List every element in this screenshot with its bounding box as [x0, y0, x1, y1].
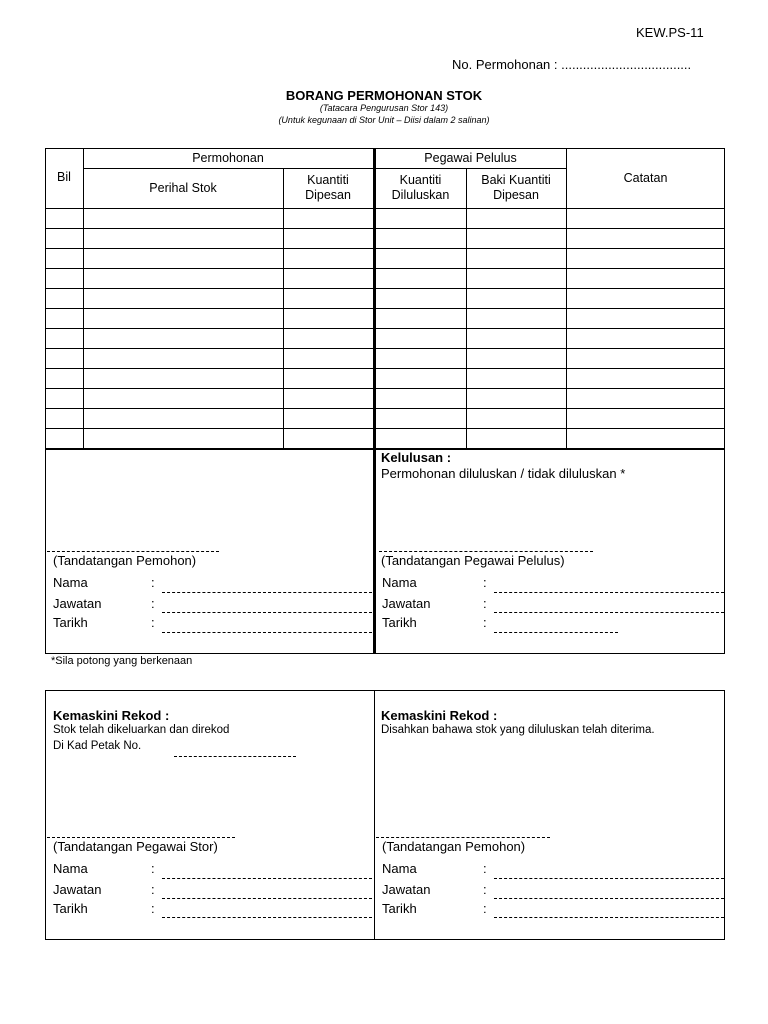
application-number: No. Permohonan : .................................... [452, 57, 692, 72]
divider [373, 148, 376, 654]
field-tarikh: Tarikh [53, 901, 88, 916]
table-row-line [45, 308, 725, 309]
jawatan-input-line[interactable] [494, 898, 724, 899]
header-line: Kuantiti [307, 173, 349, 187]
header-line: Dipesan [493, 188, 539, 202]
record-left-line2: Di Kad Petak No. [53, 740, 142, 752]
record-left-line1: Stok telah dikeluarkan dan direkod [53, 724, 230, 736]
field-colon: : [151, 901, 155, 916]
divider [83, 168, 566, 169]
nama-input-line[interactable] [162, 878, 372, 879]
field-colon: : [483, 882, 487, 897]
field-jawatan: Jawatan [53, 596, 102, 611]
field-colon: : [151, 615, 155, 630]
header-perihal-stok: Perihal Stok [149, 181, 217, 195]
header-kuantiti-diluluskan [375, 173, 466, 203]
header-catatan: Catatan [623, 171, 668, 185]
form-code: KEW.PS-11 [636, 25, 704, 40]
nama-input-line[interactable] [162, 592, 372, 593]
field-colon: : [483, 575, 487, 590]
signature-line [47, 551, 219, 552]
field-colon: : [483, 615, 487, 630]
record-right-heading: Kemaskini Rekod : [381, 708, 498, 723]
header-pegawai-pelulus: Pegawai Pelulus [424, 151, 517, 165]
field-colon: : [151, 575, 155, 590]
table-row-line [45, 248, 725, 249]
field-jawatan: Jawatan [382, 596, 431, 611]
jawatan-input-line[interactable] [162, 612, 372, 613]
field-colon: : [483, 861, 487, 876]
field-jawatan: Jawatan [382, 882, 431, 897]
table-row-line [45, 288, 725, 289]
table-row-line [45, 348, 725, 349]
header-permohonan: Permohonan [192, 151, 264, 165]
record-left-heading: Kemaskini Rekod : [53, 708, 170, 723]
divider [374, 690, 375, 940]
nama-input-line[interactable] [494, 592, 724, 593]
applicant-signature-label: (Tandatangan Pemohon) [382, 839, 526, 854]
jawatan-input-line[interactable] [494, 612, 724, 613]
jawatan-input-line[interactable] [162, 898, 372, 899]
header-line: Dipesan [305, 188, 351, 202]
approval-heading: Kelulusan : [381, 450, 452, 465]
field-tarikh: Tarikh [382, 615, 417, 630]
form-title: BORANG PERMOHONAN STOK [285, 88, 483, 103]
header-line: Kuantiti [399, 173, 442, 187]
field-jawatan: Jawatan [53, 882, 102, 897]
signature-line [376, 837, 550, 838]
table-row-line [45, 408, 725, 409]
table-row-line [45, 228, 725, 229]
field-nama: Nama [382, 575, 417, 590]
field-nama: Nama [53, 575, 88, 590]
tarikh-input-line[interactable] [162, 917, 372, 918]
tarikh-input-line[interactable] [494, 917, 724, 918]
header-bil: Bil [57, 170, 71, 184]
table-row-line [45, 388, 725, 389]
table-row-line [45, 368, 725, 369]
store-officer-signature-label: (Tandatangan Pegawai Stor) [53, 839, 218, 854]
field-nama: Nama [382, 861, 417, 876]
header-baki-kuantiti [466, 173, 566, 203]
header-line: Diluluskan [391, 188, 450, 202]
signature-line [379, 551, 593, 552]
table-row-line [45, 328, 725, 329]
divider [45, 208, 725, 209]
tarikh-input-line[interactable] [162, 632, 372, 633]
field-colon: : [151, 861, 155, 876]
field-colon: : [483, 596, 487, 611]
kad-petak-input-line[interactable] [174, 756, 296, 757]
field-tarikh: Tarikh [53, 615, 88, 630]
nama-input-line[interactable] [494, 878, 724, 879]
form-subtitle-1: (Tatacara Pengurusan Stor 143) [319, 103, 449, 113]
field-colon: : [151, 596, 155, 611]
table-row-line [45, 428, 725, 429]
header-kuantiti-dipesan [283, 173, 373, 203]
form-subtitle-2: (Untuk kegunaan di Stor Unit – Diisi dalam 2 salinan) [278, 115, 490, 125]
approval-text: Permohonan diluluskan / tidak diluluskan * [381, 466, 626, 481]
table-row-line [45, 268, 725, 269]
applicant-signature-label: (Tandatangan Pemohon) [53, 553, 197, 568]
field-tarikh: Tarikh [382, 901, 417, 916]
divider [566, 148, 567, 449]
field-colon: : [151, 882, 155, 897]
approver-signature-label: (Tandatangan Pegawai Pelulus) [381, 553, 565, 568]
field-colon: : [483, 901, 487, 916]
field-nama: Nama [53, 861, 88, 876]
header-line: Baki Kuantiti [481, 173, 551, 187]
record-right-line1: Disahkan bahawa stok yang diluluskan telah diterima. [381, 724, 655, 736]
tarikh-input-line[interactable] [494, 632, 618, 633]
footnote: *Sila potong yang berkenaan [51, 655, 193, 667]
signature-line [47, 837, 235, 838]
